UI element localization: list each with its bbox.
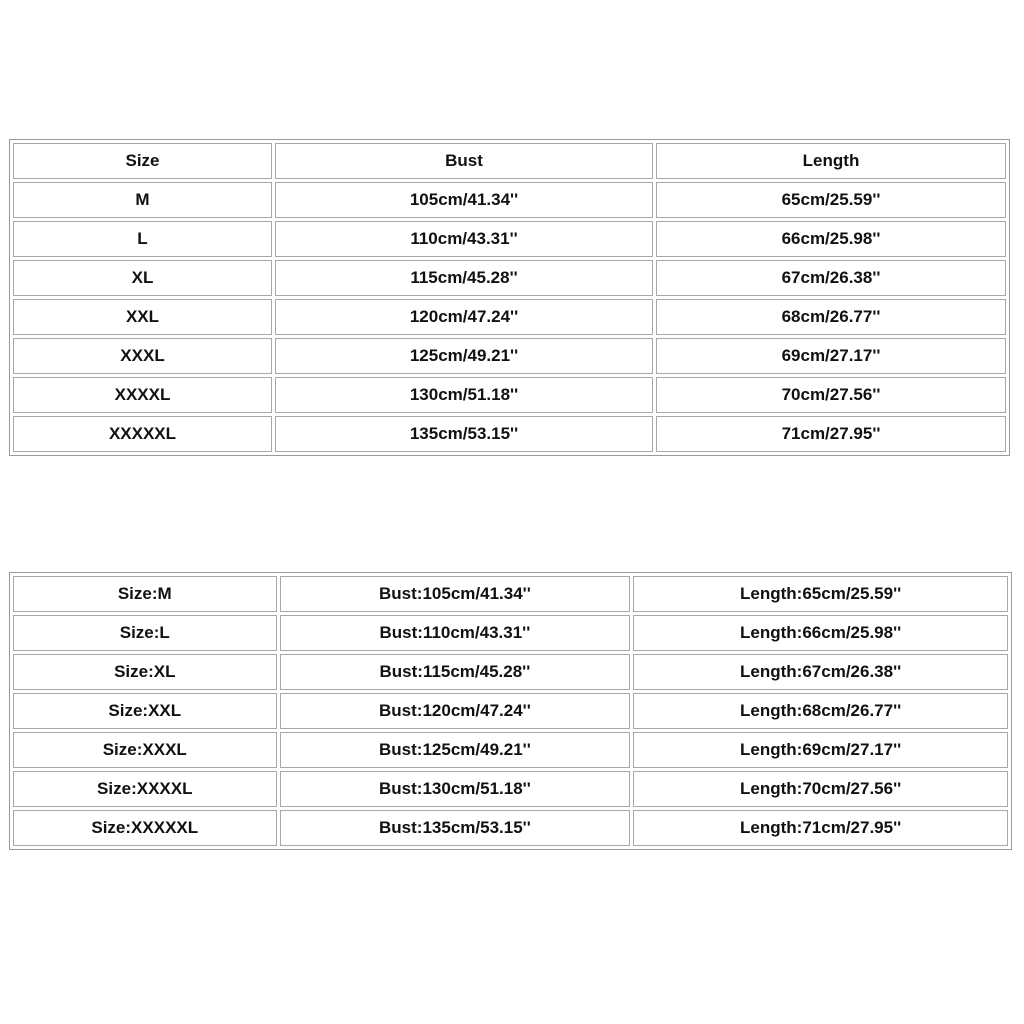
cell-length: 67cm/26.38'' [656,260,1006,296]
table-row [13,260,1006,296]
cell-bust: Bust:135cm/53.15'' [280,810,631,846]
cell-size: Size:XXXXL [13,771,277,807]
cell-size: L [13,221,272,257]
cell-bust: Bust:130cm/51.18'' [280,771,631,807]
cell-size: XXXXXL [13,416,272,452]
cell-bust: 110cm/43.31'' [275,221,653,257]
cell-size: XXXXL [13,377,272,413]
header-bust: Bust [275,143,653,179]
cell-length: 71cm/27.95'' [656,416,1006,452]
cell-length: Length:69cm/27.17'' [633,732,1008,768]
table-row [13,693,1008,729]
cell-length: Length:65cm/25.59'' [633,576,1008,612]
cell-bust: Bust:120cm/47.24'' [280,693,631,729]
cell-size: XXXL [13,338,272,374]
table-row [13,182,1006,218]
header-length: Length [656,143,1006,179]
cell-size: XL [13,260,272,296]
cell-length: Length:68cm/26.77'' [633,693,1008,729]
cell-length: Length:67cm/26.38'' [633,654,1008,690]
cell-size: Size:XXL [13,693,277,729]
table-row [13,576,1008,612]
cell-length: Length:71cm/27.95'' [633,810,1008,846]
cell-bust: 125cm/49.21'' [275,338,653,374]
cell-bust: Bust:105cm/41.34'' [280,576,631,612]
table-row [13,615,1008,651]
table-row [13,299,1006,335]
cell-size: Size:M [13,576,277,612]
cell-bust: 105cm/41.34'' [275,182,653,218]
cell-bust: 135cm/53.15'' [275,416,653,452]
cell-bust: 130cm/51.18'' [275,377,653,413]
cell-size: XXL [13,299,272,335]
cell-bust: Bust:110cm/43.31'' [280,615,631,651]
cell-size: Size:XXXL [13,732,277,768]
cell-length: 65cm/25.59'' [656,182,1006,218]
cell-bust: 115cm/45.28'' [275,260,653,296]
cell-bust: 120cm/47.24'' [275,299,653,335]
table-row [13,377,1006,413]
cell-length: 68cm/26.77'' [656,299,1006,335]
table-row [13,221,1006,257]
cell-bust: Bust:125cm/49.21'' [280,732,631,768]
cell-length: Length:66cm/25.98'' [633,615,1008,651]
cell-size: Size:XXXXXL [13,810,277,846]
cell-size: Size:XL [13,654,277,690]
cell-length: 66cm/25.98'' [656,221,1006,257]
table-row [13,810,1008,846]
table-row [13,732,1008,768]
cell-length: 70cm/27.56'' [656,377,1006,413]
table-row [13,654,1008,690]
table-row [13,771,1008,807]
header-size: Size [13,143,272,179]
cell-size: Size:L [13,615,277,651]
cell-bust: Bust:115cm/45.28'' [280,654,631,690]
cell-length: Length:70cm/27.56'' [633,771,1008,807]
table-row [13,338,1006,374]
size-chart-table-bottom [9,572,1012,850]
table-row [13,416,1006,452]
cell-size: M [13,182,272,218]
table-header-row [13,143,1006,179]
cell-length: 69cm/27.17'' [656,338,1006,374]
size-chart-table-top [9,139,1010,456]
